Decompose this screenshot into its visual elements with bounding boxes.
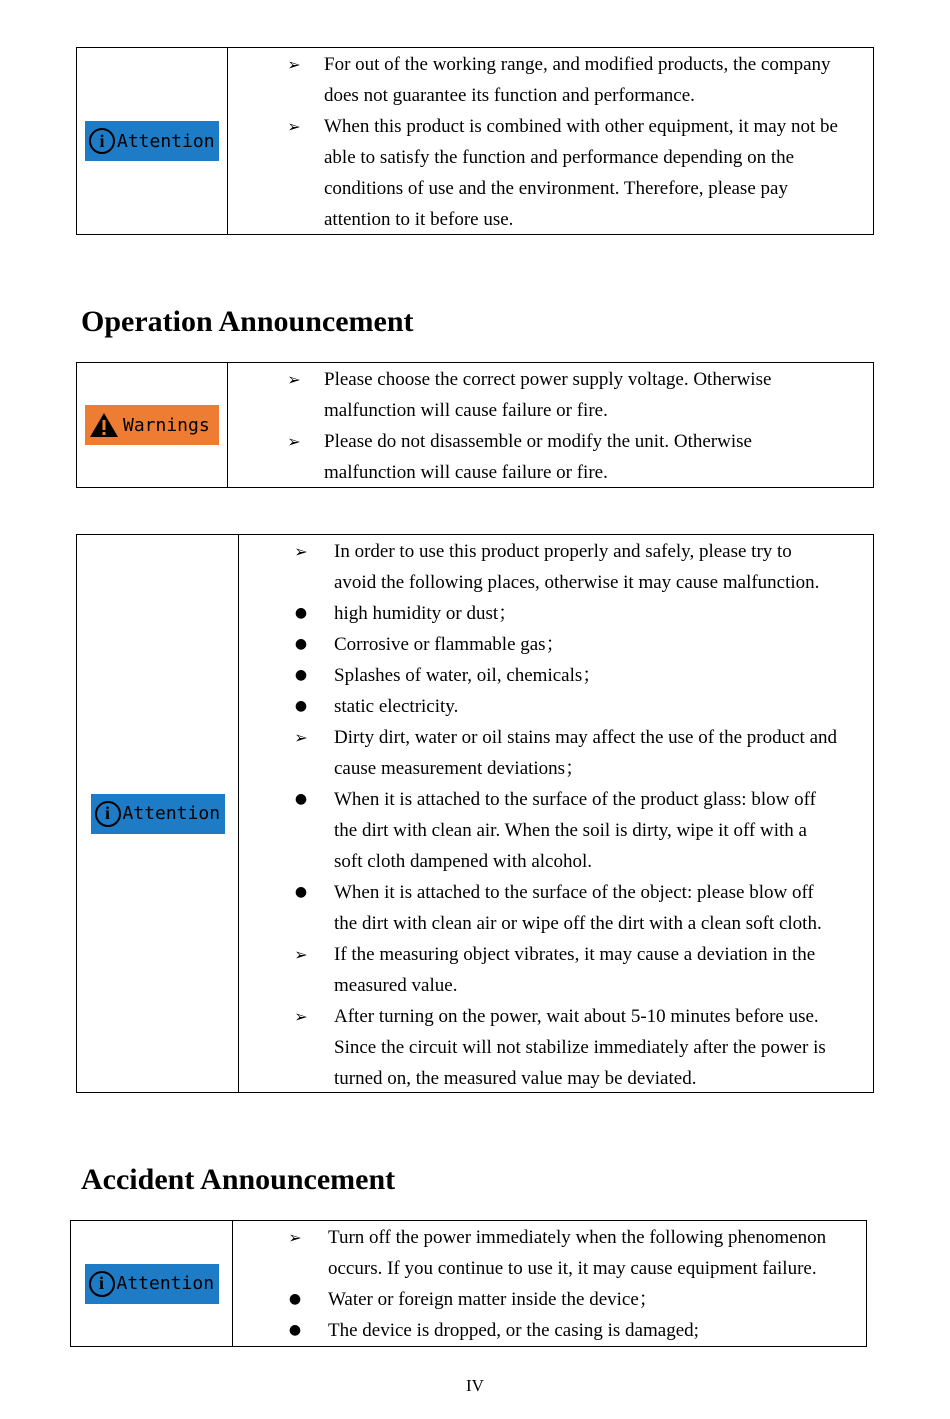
list-item (239, 691, 873, 722)
list-item-line: measured value. (334, 975, 458, 996)
warnings-box (76, 362, 874, 488)
list-item-line: Dirty dirt, water or oil stains may affect the use of the product and (334, 727, 837, 748)
list-item-line: able to satisfy the function and performance depending on the (324, 147, 795, 168)
list-item-line: When it is attached to the surface of the product glass: blow off (334, 789, 816, 810)
info-circle-icon: i (89, 128, 115, 154)
arrow-bullet-icon: ➢ (294, 542, 308, 561)
list-item-line: For out of the working range, and modified products, the company (324, 54, 831, 75)
list-item-line: attention to it before use. (324, 209, 514, 230)
arrow-bullet-icon: ➢ (294, 945, 308, 964)
content-cell (233, 1221, 866, 1346)
attention-box-1 (76, 47, 874, 235)
arrow-bullet-icon: ➢ (294, 728, 308, 747)
list-item-line: The device is dropped, or the casing is damaged; (328, 1320, 699, 1341)
list-item-line: When this product is combined with other equipment, it may not be (324, 116, 838, 137)
page-number: IV (466, 1376, 484, 1395)
info-circle-icon: i (95, 801, 121, 827)
list-item-line: Corrosive or flammable gas； (334, 634, 565, 655)
dot-bullet-icon: ● (294, 698, 308, 714)
list-item-line: high humidity or dust； (334, 603, 518, 624)
attention-label: Attention (117, 130, 215, 152)
list-item-line: When it is attached to the surface of the object: please blow off (334, 882, 814, 903)
list-item (228, 364, 873, 426)
list-item-line: the dirt with clean air. When the soil is dirty, wipe it off with a (334, 820, 807, 841)
list-item-line: static electricity. (334, 696, 459, 717)
badge-cell (77, 48, 228, 234)
arrow-bullet-icon: ➢ (287, 55, 301, 74)
list-item (233, 1315, 866, 1346)
list-item (228, 49, 873, 111)
list-item-line: If the measuring object vibrates, it may cause a deviation in the (334, 944, 816, 965)
list-item-line: Water or foreign matter inside the device； (328, 1289, 658, 1310)
arrow-bullet-icon: ➢ (287, 432, 301, 451)
dot-bullet-icon: ● (294, 791, 308, 807)
notice-list (233, 1221, 866, 1346)
list-item-line: After turning on the power, wait about 5-10 minutes before use. (334, 1006, 819, 1027)
content-cell (228, 363, 873, 487)
list-item (239, 598, 873, 629)
arrow-bullet-icon: ➢ (288, 1228, 302, 1247)
badge-cell (71, 1221, 233, 1346)
list-item-line: In order to use this product properly and safely, please try to (334, 541, 792, 562)
list-item (239, 660, 873, 691)
list-item (239, 1001, 873, 1094)
list-item-line: malfunction will cause failure or fire. (324, 400, 608, 421)
list-item-line: does not guarantee its function and performance. (324, 85, 695, 106)
notice-list (228, 363, 873, 488)
list-item-line: occurs. If you continue to use it, it may cause equipment failure. (328, 1258, 817, 1279)
list-item (239, 722, 873, 784)
attention-label: Attention (122, 803, 221, 824)
dot-bullet-icon: ● (294, 884, 308, 900)
list-item (239, 629, 873, 660)
attention-label: Attention (116, 1273, 215, 1294)
list-item-line: Please choose the correct power supply voltage. Otherwise (324, 369, 772, 390)
attention-badge (85, 121, 219, 161)
list-item-line: turned on, the measured value may be deviated. (334, 1068, 697, 1089)
dot-bullet-icon: ● (288, 1291, 302, 1307)
list-item (228, 111, 873, 235)
dot-bullet-icon: ● (294, 605, 308, 621)
content-cell (228, 48, 873, 234)
info-circle-icon: i (89, 1271, 115, 1297)
badge-cell (77, 363, 228, 487)
section-title-accident: Accident Announcement (81, 1163, 396, 1196)
list-item-line: soft cloth dampened with alcohol. (334, 851, 593, 872)
list-item-line: the dirt with clean air or wipe off the dirt with a clean soft cloth. (334, 913, 822, 934)
section-title-operation: Operation Announcement (81, 305, 414, 338)
arrow-bullet-icon: ➢ (287, 117, 301, 136)
list-item-line: malfunction will cause failure or fire. (324, 462, 608, 483)
list-item (239, 877, 873, 939)
list-item (233, 1222, 866, 1284)
list-item (233, 1284, 866, 1315)
content-cell (239, 535, 873, 1092)
list-item (239, 536, 873, 598)
list-item-line: Turn off the power immediately when the following phenomenon (328, 1227, 827, 1248)
list-item-line: Splashes of water, oil, chemicals； (334, 665, 602, 686)
warnings-badge (85, 405, 219, 445)
list-item-line: Since the circuit will not stabilize immediately after the power is (334, 1037, 826, 1058)
list-item-line: cause measurement deviations； (334, 758, 585, 779)
attention-box-3 (70, 1220, 867, 1347)
notice-list (239, 535, 873, 1094)
list-item (239, 784, 873, 877)
list-item-line: Please do not disassemble or modify the unit. Otherwise (324, 431, 752, 452)
notice-list (228, 48, 873, 235)
arrow-bullet-icon: ➢ (294, 1007, 308, 1026)
attention-box-2 (76, 534, 874, 1093)
warnings-label: Warnings (123, 414, 210, 436)
badge-cell (77, 535, 239, 1092)
list-item-line: avoid the following places, otherwise it may cause malfunction. (334, 572, 820, 593)
dot-bullet-icon: ● (288, 1322, 302, 1338)
dot-bullet-icon: ● (294, 667, 308, 683)
warning-triangle-icon (89, 412, 119, 438)
attention-badge (85, 1264, 219, 1304)
list-item (239, 939, 873, 1001)
arrow-bullet-icon: ➢ (287, 370, 301, 389)
list-item-line: conditions of use and the environment. Therefore, please pay (324, 178, 788, 199)
list-item (228, 426, 873, 488)
dot-bullet-icon: ● (294, 636, 308, 652)
attention-badge (91, 794, 225, 834)
